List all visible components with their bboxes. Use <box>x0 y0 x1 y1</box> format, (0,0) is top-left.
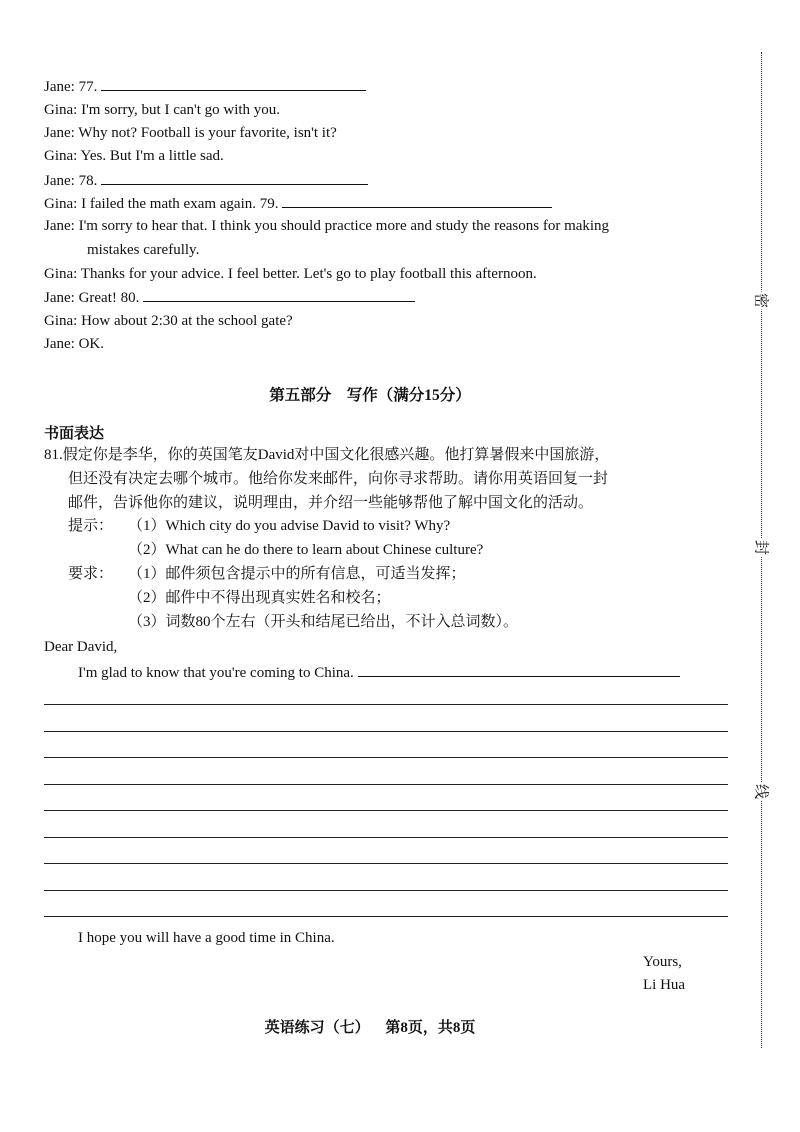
writing-line[interactable] <box>44 837 728 838</box>
task-prompt-line: 邮件，告诉他你的建议，说明理由，并介绍一些能够帮他了解中国文化的活动。 <box>68 495 594 511</box>
requirement-item: （1）邮件须包含提示中的所有信息，可适当发挥； <box>128 566 466 582</box>
writing-line[interactable] <box>44 810 728 811</box>
dialogue-line: Jane: I'm sorry to hear that. I think you should practice more and study the reasons for making <box>44 218 610 234</box>
page-footer <box>0 1016 740 1037</box>
seal-char-feng: 封 <box>752 539 773 557</box>
task-prompt-line: 但还没有决定去哪个城市。他给你发来邮件，向你寻求帮助。请你用英语回复一封 <box>68 471 609 487</box>
dialogue-line: Gina: Yes. But I'm a little sad. <box>44 148 224 164</box>
dialogue-line-continuation: mistakes carefully. <box>87 242 200 258</box>
writing-line[interactable] <box>44 704 728 705</box>
hints-label: 提示： <box>68 518 114 534</box>
dialogue-line: Gina: I'm sorry, but I can't go with you. <box>44 102 281 118</box>
section-subtitle: 书面表达 <box>44 426 105 442</box>
hint-item: （1）Which city do you advise David to visit? Why? <box>128 518 451 534</box>
task-number: 81. <box>44 447 63 463</box>
requirement-item: （2）邮件中不得出现真实姓名和校名； <box>128 590 391 606</box>
seal-char-mi: 密 <box>752 292 773 310</box>
letter-signoff: Yours, <box>643 954 682 970</box>
requirements-label: 要求： <box>68 566 114 582</box>
writing-line[interactable] <box>44 731 728 732</box>
writing-line[interactable] <box>44 916 728 917</box>
writing-line[interactable] <box>44 784 728 785</box>
dialogue-line-79: Gina: I failed the math exam again. 79. <box>44 193 552 214</box>
letter-signature: Li Hua <box>643 977 686 993</box>
requirement-item: （3）词数80个左右（开头和结尾已给出，不计入总词数）。 <box>128 614 519 630</box>
writing-line[interactable] <box>44 863 728 864</box>
writing-blank-first[interactable] <box>358 662 680 677</box>
dialogue-line-78: Jane: 78. <box>44 170 368 191</box>
section-title: 第五部分 写作（满分15分） <box>269 387 471 404</box>
answer-blank-79[interactable] <box>282 193 552 208</box>
dialogue-line: Gina: How about 2:30 at the school gate? <box>44 313 293 329</box>
writing-line[interactable] <box>44 757 728 758</box>
letter-opening: I'm glad to know that you're coming to China. <box>78 665 354 681</box>
answer-blank-80[interactable] <box>143 287 415 302</box>
task-prompt-line: 假定你是李华，你的英国笔友David对中国文化很感兴趣。他打算暑假来中国旅游， <box>62 447 610 463</box>
booklet-title: 英语练习（七） <box>264 1020 370 1036</box>
dialogue-line-80: Jane: Great! 80. <box>44 287 415 308</box>
writing-line[interactable] <box>44 890 728 891</box>
hint-item: （2）What can he do there to learn about Chinese culture? <box>128 542 484 558</box>
answer-blank-78[interactable] <box>101 170 368 185</box>
dialogue-line: Gina: Thanks for your advice. I feel better. Let's go to play football this afternoon. <box>44 266 537 282</box>
seal-char-xian: 线 <box>752 783 773 801</box>
dialogue-line: Jane: OK. <box>44 336 104 352</box>
task-prompt <box>44 443 744 515</box>
page-number: 第8页，共8页 <box>385 1020 476 1036</box>
letter-opening-line <box>78 662 680 683</box>
dialogue-line-77: Jane: 77. <box>44 76 366 97</box>
letter-greeting: Dear David, <box>44 639 118 655</box>
answer-blank-77[interactable] <box>101 76 366 91</box>
dialogue-line: Jane: Why not? Football is your favorite, isn't it? <box>44 125 337 141</box>
letter-closing: I hope you will have a good time in China. <box>78 930 335 946</box>
